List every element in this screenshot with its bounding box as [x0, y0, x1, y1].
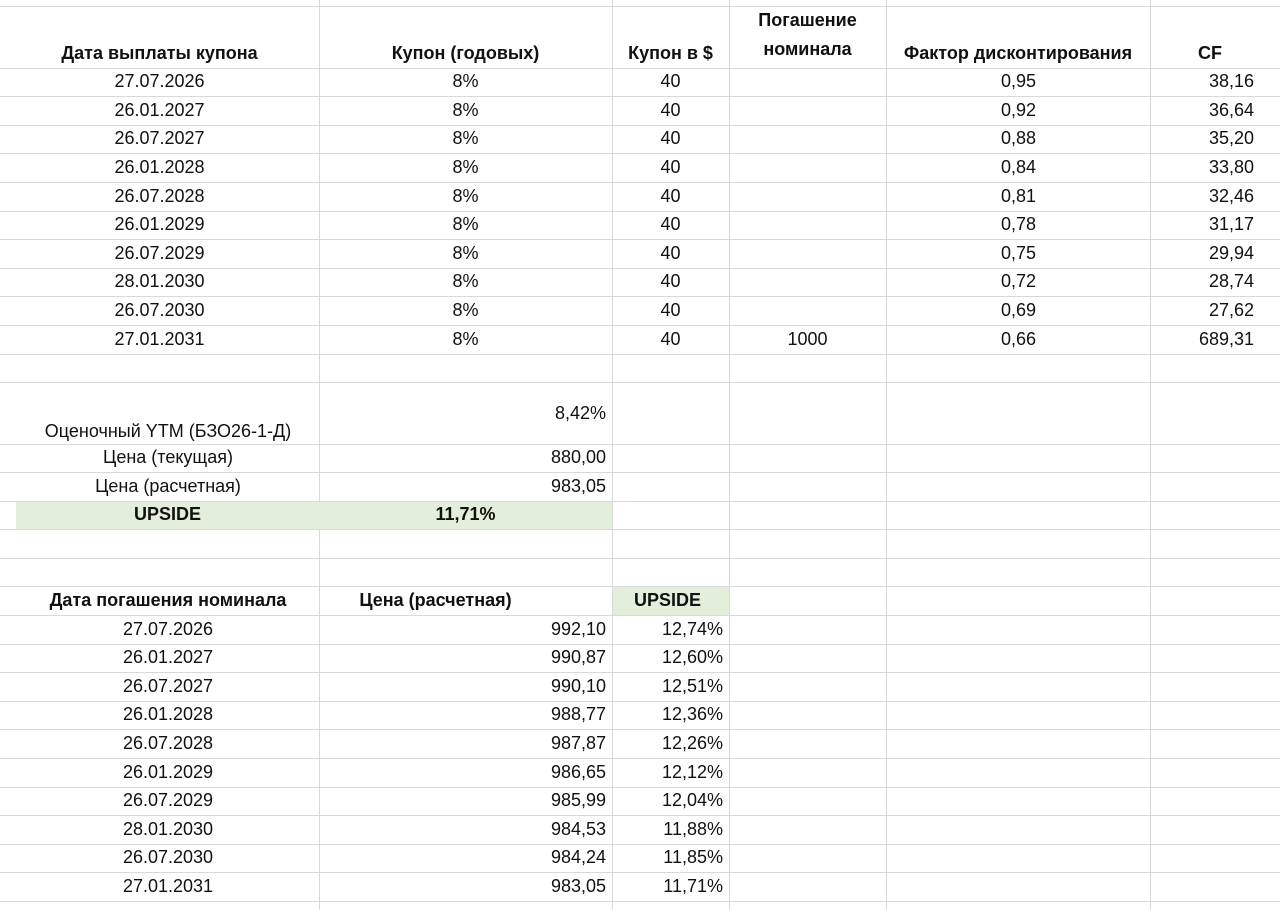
coupon-rate-cell: 8% [452, 71, 479, 91]
row-divider [0, 354, 1280, 355]
redemption-upside-cell: 12,60% [661, 647, 723, 667]
row-divider [0, 901, 1280, 902]
coupon-date-cell: 26.07.2027 [114, 128, 205, 148]
redemption-date-cell: 27.01.2031 [122, 876, 214, 896]
price-calc-value: 983,05 [550, 476, 606, 496]
redemption-date-cell: 26.07.2030 [122, 847, 214, 867]
redemption-cell [729, 239, 886, 268]
price-current-value: 880,00 [550, 447, 606, 467]
redemption-upside-cell: 11,88% [663, 819, 723, 839]
redemption-upside-cell: 12,51% [661, 676, 723, 696]
redemption-date-cell: 26.07.2027 [122, 676, 214, 696]
header-cf: CF [1198, 43, 1222, 63]
coupon-usd-cell: 40 [660, 329, 681, 349]
header-redemption-date: Дата погашения номинала [49, 590, 287, 610]
coupon-date-cell: 26.01.2029 [114, 214, 205, 234]
redemption-cell [729, 182, 886, 211]
redemption-price-cell: 992,10 [550, 619, 606, 639]
redemption-price-cell: 984,24 [550, 847, 606, 867]
coupon-usd-cell: 40 [660, 71, 681, 91]
cf-cell: 35,20 [1208, 128, 1254, 148]
coupon-date-cell: 26.01.2027 [114, 100, 205, 120]
redemption-cell [729, 153, 886, 182]
coupon-usd-cell: 40 [660, 271, 681, 291]
cf-cell: 32,46 [1208, 186, 1254, 206]
header-discount-factor: Фактор дисконтирования [903, 43, 1133, 63]
discount-factor-cell: 0,81 [1000, 186, 1036, 206]
coupon-date-cell: 26.01.2028 [114, 157, 205, 177]
coupon-usd-cell: 40 [660, 214, 681, 234]
header-redemption-price: Цена (расчетная) [359, 590, 512, 610]
cf-cell: 27,62 [1208, 300, 1254, 320]
row-divider [0, 558, 1280, 559]
row-divider [0, 529, 1280, 530]
discount-factor-cell: 0,95 [1000, 71, 1036, 91]
coupon-rate-cell: 8% [452, 157, 479, 177]
redemption-cell [729, 125, 886, 153]
redemption-date-cell: 27.07.2026 [122, 619, 214, 639]
price-current-label: Цена (текущая) [103, 447, 233, 467]
cf-cell: 33,80 [1208, 157, 1254, 177]
redemption-date-cell: 26.07.2029 [122, 790, 214, 810]
redemption-date-cell: 26.01.2029 [122, 762, 214, 782]
header-coupon-date: Дата выплаты купона [61, 43, 258, 63]
coupon-rate-cell: 8% [452, 100, 479, 120]
cf-cell: 36,64 [1208, 100, 1254, 120]
coupon-usd-cell: 40 [660, 128, 681, 148]
redemption-price-cell: 985,99 [550, 790, 606, 810]
redemption-price-cell: 983,05 [550, 876, 606, 896]
redemption-price-cell: 986,65 [550, 762, 606, 782]
redemption-upside-cell: 12,12% [661, 762, 723, 782]
cf-cell: 28,74 [1208, 271, 1254, 291]
redemption-upside-cell: 12,26% [661, 733, 723, 753]
discount-factor-cell: 0,92 [1000, 100, 1036, 120]
redemption-upside-cell: 12,36% [661, 704, 723, 724]
ytm-value: 8,42% [554, 403, 606, 423]
redemption-upside-cell: 11,85% [663, 847, 723, 867]
coupon-usd-cell: 40 [660, 186, 681, 206]
cf-cell: 689,31 [1198, 329, 1254, 349]
redemption-price-cell: 988,77 [550, 704, 606, 724]
upside-value: 11,71% [435, 504, 496, 524]
header-redemption [729, 6, 886, 68]
redemption-cell [729, 68, 886, 96]
header-redemption-upside: UPSIDE [633, 590, 702, 610]
cf-cell: 31,17 [1208, 214, 1254, 234]
coupon-date-cell: 26.07.2029 [114, 243, 205, 263]
coupon-rate-cell: 8% [452, 243, 479, 263]
redemption-cell [729, 96, 886, 125]
discount-factor-cell: 0,72 [1000, 271, 1036, 291]
redemption-cell [729, 296, 886, 325]
coupon-date-cell: 26.07.2030 [114, 300, 205, 320]
discount-factor-cell: 0,88 [1000, 128, 1036, 148]
header-redemption-line1: Погашение [758, 10, 857, 30]
header-coupon-annual: Купон (годовых) [391, 43, 540, 63]
coupon-date-cell: 27.01.2031 [114, 329, 205, 349]
discount-factor-cell: 0,75 [1000, 243, 1036, 263]
coupon-rate-cell: 8% [452, 186, 479, 206]
upside-label: UPSIDE [133, 504, 202, 524]
redemption-price-cell: 984,53 [550, 819, 606, 839]
redemption-price-cell: 990,10 [550, 676, 606, 696]
coupon-rate-cell: 8% [452, 128, 479, 148]
price-calc-label: Цена (расчетная) [95, 476, 241, 496]
coupon-date-cell: 28.01.2030 [114, 271, 205, 291]
cf-cell: 38,16 [1208, 71, 1254, 91]
coupon-date-cell: 27.07.2026 [114, 71, 205, 91]
coupon-rate-cell: 8% [452, 271, 479, 291]
discount-factor-cell: 0,78 [1000, 214, 1036, 234]
cf-cell: 29,94 [1208, 243, 1254, 263]
redemption-price-cell: 987,87 [550, 733, 606, 753]
coupon-usd-cell: 40 [660, 300, 681, 320]
discount-factor-cell: 0,69 [1000, 300, 1036, 320]
redemption-cell: 1000 [787, 329, 828, 349]
redemption-upside-cell: 12,04% [661, 790, 723, 810]
discount-factor-cell: 0,66 [1000, 329, 1036, 349]
redemption-cell [729, 268, 886, 296]
redemption-date-cell: 26.07.2028 [122, 733, 214, 753]
redemption-date-cell: 28.01.2030 [122, 819, 214, 839]
discount-factor-cell: 0,84 [1000, 157, 1036, 177]
header-coupon-usd: Купон в $ [628, 43, 713, 63]
redemption-upside-cell: 12,74% [661, 619, 723, 639]
redemption-date-cell: 26.01.2028 [122, 704, 214, 724]
ytm-label: Оценочный YTM (БЗО26-1-Д) [44, 421, 292, 441]
coupon-rate-cell: 8% [452, 329, 479, 349]
coupon-usd-cell: 40 [660, 157, 681, 177]
coupon-usd-cell: 40 [660, 243, 681, 263]
redemption-price-cell: 990,87 [550, 647, 606, 667]
redemption-upside-cell: 11,71% [663, 876, 723, 896]
redemption-cell [729, 211, 886, 239]
coupon-rate-cell: 8% [452, 214, 479, 234]
redemption-date-cell: 26.01.2027 [122, 647, 214, 667]
coupon-rate-cell: 8% [452, 300, 479, 320]
coupon-date-cell: 26.07.2028 [114, 186, 205, 206]
header-redemption-line2: номинала [763, 39, 852, 59]
coupon-usd-cell: 40 [660, 100, 681, 120]
